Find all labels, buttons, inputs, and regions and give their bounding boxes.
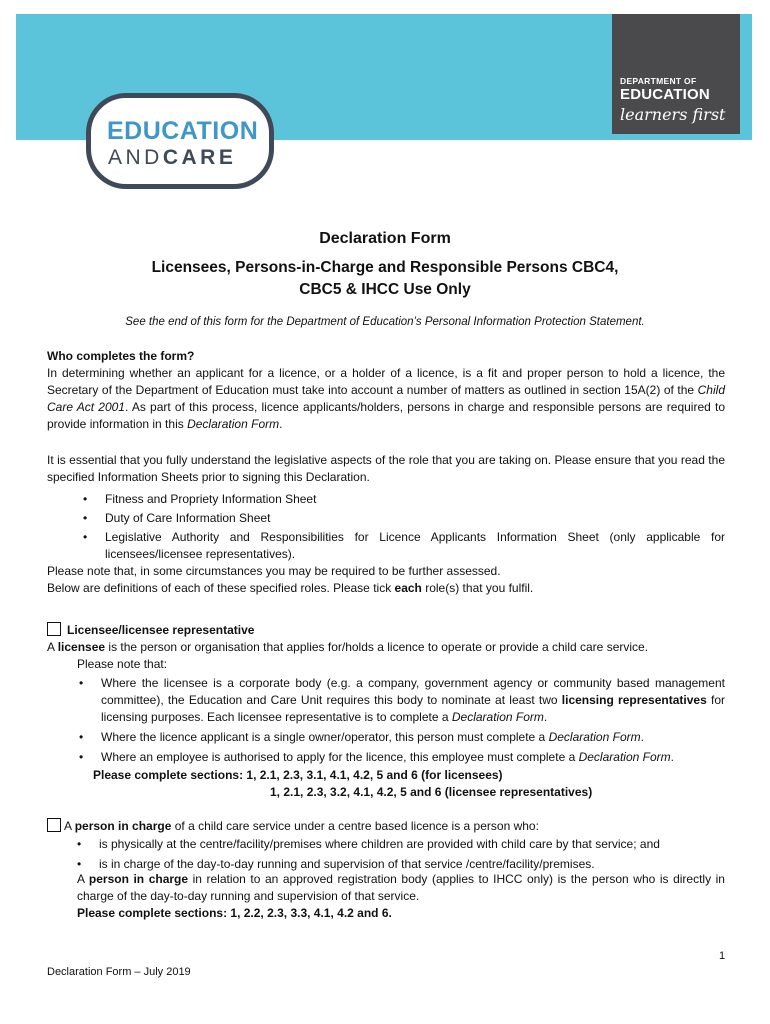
list-item: • Where the licence applicant is a single owner/operator, this person must complete a Declaration Form. (101, 729, 725, 746)
person-in-charge-bullets (99, 836, 725, 873)
assessment-note: Please note that, in some circumstances you may be required to be further assessed. Below are definitions of each of these specified roles. Please tick each role(s) that you fulfil. (47, 564, 534, 595)
form-subtitle-line2: CBC5 & IHCC Use Only (299, 281, 471, 298)
legislative-paragraph: It is essential that you fully understand the legislative aspects of the role that you are taking on. Please ensure that you read the specified Information Sheets prior to signing this Declaration. (47, 453, 725, 484)
who-completes-section (47, 348, 725, 433)
logo-line2: ANDCARE (108, 146, 237, 169)
person-in-charge-sections: Please complete sections: 1, 2.2, 2.3, 3.3, 4.1, 4.2 and 6. (77, 906, 392, 920)
person-in-charge-checkbox[interactable] (47, 818, 61, 832)
department-line2: EDUCATION (620, 86, 710, 103)
list-item: • Where the licensee is a corporate body (e.g. a company, government agency or community based management committee), the Education and Care Unit requires this body to nominate at least two licensing representatives for licensing purposes. Each licensee representative is to complete a Declaration Form. (101, 675, 725, 726)
list-item: • is physically at the centre/facility/premises where children are provided with child care by that service; and (99, 836, 725, 853)
list-item: • Duty of Care Information Sheet (105, 510, 725, 527)
logo-line1: EDUCATION (107, 117, 259, 145)
who-completes-heading: Who completes the form? (47, 349, 195, 363)
licensee-bullets (101, 675, 725, 766)
form-title: Declaration Form (319, 230, 451, 247)
licensee-definition: A licensee is the person or organisation that applies for/holds a licence to operate or provide a child care service. (47, 640, 649, 654)
registration-body-paragraph: A person in charge in relation to an approved registration body (applies to IHCC only) is the person who is directly in charge of the day-to-day running and supervision of that service. Please complete sections: 1, 2.2, 2.3, 3.3, 4.1, 4.2 and 6. (77, 872, 725, 920)
privacy-note: See the end of this form for the Department of Education’s Personal Information Protection Statement. (125, 316, 645, 328)
information-sheet-list (105, 491, 725, 563)
list-item: • Fitness and Propriety Information Sheet (105, 491, 725, 508)
please-note-label: Please note that: (77, 657, 168, 671)
licensee-sections-line1: Please complete sections: 1, 2.1, 2.3, 3.1, 4.1, 4.2, 5 and 6 (for licensees) (93, 768, 503, 782)
list-item: • Legislative Authority and Responsibilities for Licence Applicants Information Sheet (only applicable for licensees/licensee representatives). (105, 529, 725, 563)
department-line1: DEPARTMENT OF (620, 76, 697, 86)
licensee-section (47, 622, 725, 673)
list-item: • Where an employee is authorised to apply for the licence, this employee must complete a Declaration Form. (101, 749, 725, 766)
licensee-heading: Licensee/licensee representative (67, 623, 255, 637)
licensee-checkbox[interactable] (47, 622, 61, 636)
list-item: • is in charge of the day-to-day running and supervision of that service /centre/facility/premises. (99, 856, 725, 873)
who-completes-paragraph: In determining whether an applicant for a licence, or a holder of a licence, is a fit and proper person to hold a licence, the Secretary of the Department of Education must take into account a number of matters as outlined in section 15A(2) of the Child Care Act 2001. As part of this process, licence applicants/holders, persons in charge and responsible persons are required to provide information in this Declaration Form. (47, 366, 725, 431)
licensee-sections-line2: 1, 2.1, 2.3, 3.2, 4.1, 4.2, 5 and 6 (licensee representatives) (270, 785, 593, 799)
person-in-charge-section: A person in charge of a child care service under a centre based licence is a person who: (47, 818, 725, 835)
page-number: 1 (719, 950, 726, 962)
footer-label: Declaration Form – July 2019 (47, 966, 191, 978)
form-subtitle-line1: Licensees, Persons-in-Charge and Responsible Persons CBC4, (151, 259, 619, 276)
department-logo (612, 14, 740, 134)
department-tagline: learners first (620, 105, 726, 124)
